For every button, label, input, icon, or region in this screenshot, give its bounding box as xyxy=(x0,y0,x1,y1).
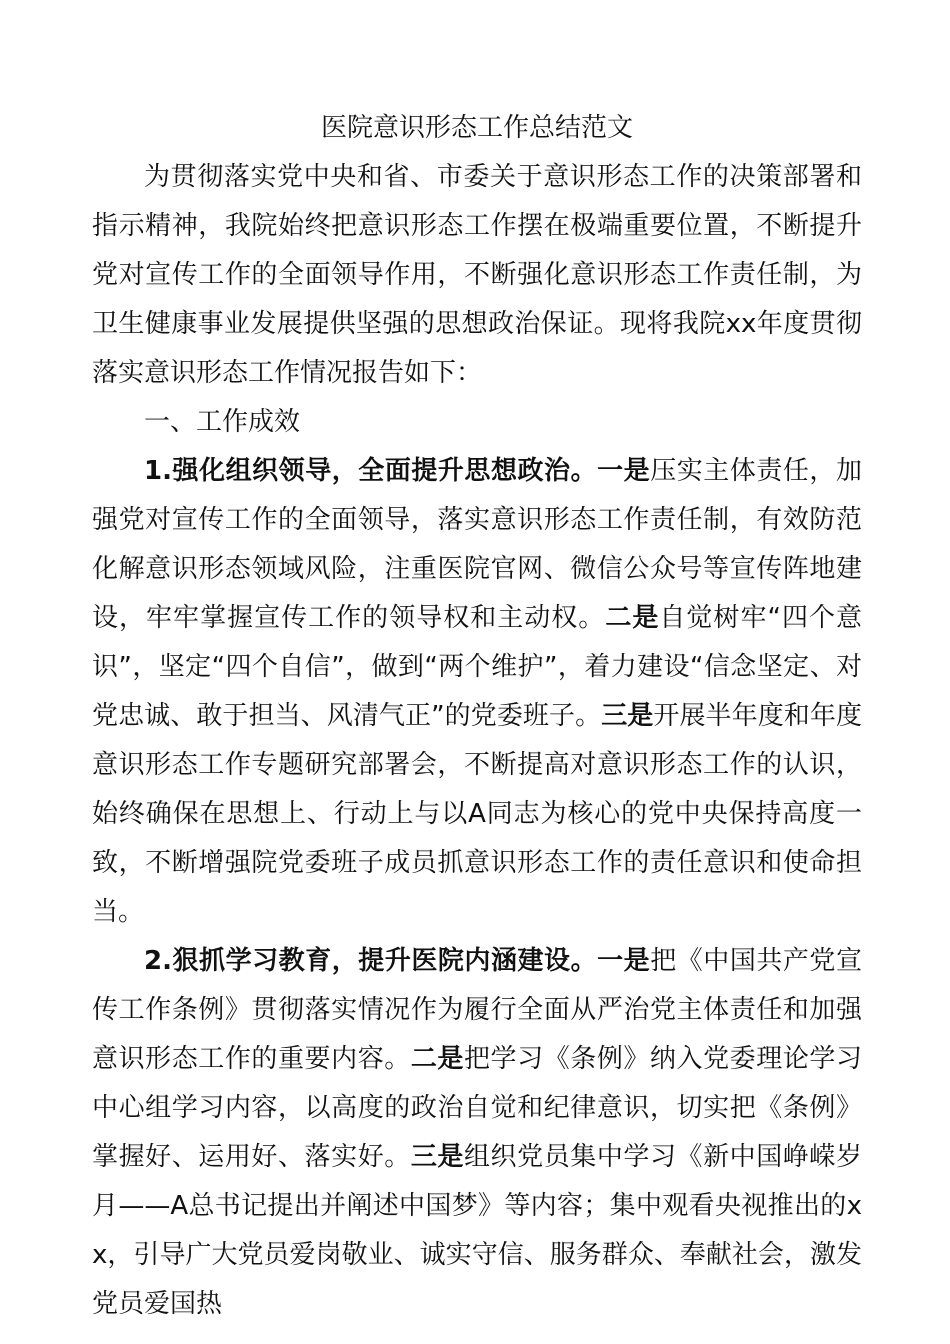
item-2-marker-3: 三是 xyxy=(410,1142,464,1172)
item-1-text-2: 自觉树牢“四个意识”，坚定“四个自信”，做到“两个维护”，着力建设“信念坚定、对党忠诚、敢于担当、风清气正”的党委班子。 xyxy=(92,603,862,731)
item-1-marker-2: 二是 xyxy=(605,603,660,633)
item-1-marker-1: 一是 xyxy=(597,456,651,486)
document-title: 医院意识形态工作总结范文 xyxy=(320,113,633,143)
item-2-paragraph xyxy=(92,937,862,1329)
item-1-text-3: 开展半年度和年度意识形态工作专题研究部署会，不断提高对意识形态工作的认识，始终确保在思想上、行动上与以A同志为核心的党中央保持高度一致，不断增强院党委班子成员抓意识形态工作的责任意识和使命担当。 xyxy=(92,701,862,927)
item-2-text-2: 把学习《条例》纳入党委理论学习中心组学习内容，以高度的政治自觉和纪律意识，切实把《条例》掌握好、运用好、落实好。 xyxy=(92,1044,862,1172)
document-body xyxy=(92,104,862,1329)
intro-paragraph: 为贯彻落实党中央和省、市委关于意识形态工作的决策部署和指示精神，我院始终把意识形态工作摆在极端重要位置，不断提升党对宣传工作的全面领导作用，不断强化意识形态工作责任制，为卫生健康事业发展提供坚强的思想政治保证。现将我院xx年度贯彻落实意识形态工作情况报告如下： xyxy=(92,162,862,388)
item-2-lead: 2.狠抓学习教育，提升医院内涵建设。 xyxy=(144,946,598,976)
item-2-marker-1: 一是 xyxy=(597,946,651,976)
item-2-text-3: 组织党员集中学习《新中国峥嵘岁月——A总书记提出并阐述中国梦》等内容；集中观看央视推出的xx，引导广大党员爱岗敬业、诚实守信、服务群众、奉献社会，激发党员爱国热 xyxy=(92,1142,862,1319)
item-2-text-1: 把《中国共产党宣传工作条例》贯彻落实情况作为履行全面从严治党主体责任和加强意识形态工作的重要内容。 xyxy=(92,946,862,1074)
item-1-paragraph xyxy=(92,447,862,937)
item-2-marker-2: 二是 xyxy=(410,1044,464,1074)
section-heading-achievements: 一、工作成效 xyxy=(144,407,301,437)
item-1-marker-3: 三是 xyxy=(601,701,654,731)
item-1-lead: 1.强化组织领导，全面提升思想政治。 xyxy=(144,456,598,486)
item-1-text-1: 压实主体责任，加强党对宣传工作的全面领导，落实意识形态工作责任制，有效防范化解意识形态领域风险，注重医院官网、微信公众号等宣传阵地建设，牢牢掌握宣传工作的领导权和主动权。 xyxy=(92,456,862,633)
